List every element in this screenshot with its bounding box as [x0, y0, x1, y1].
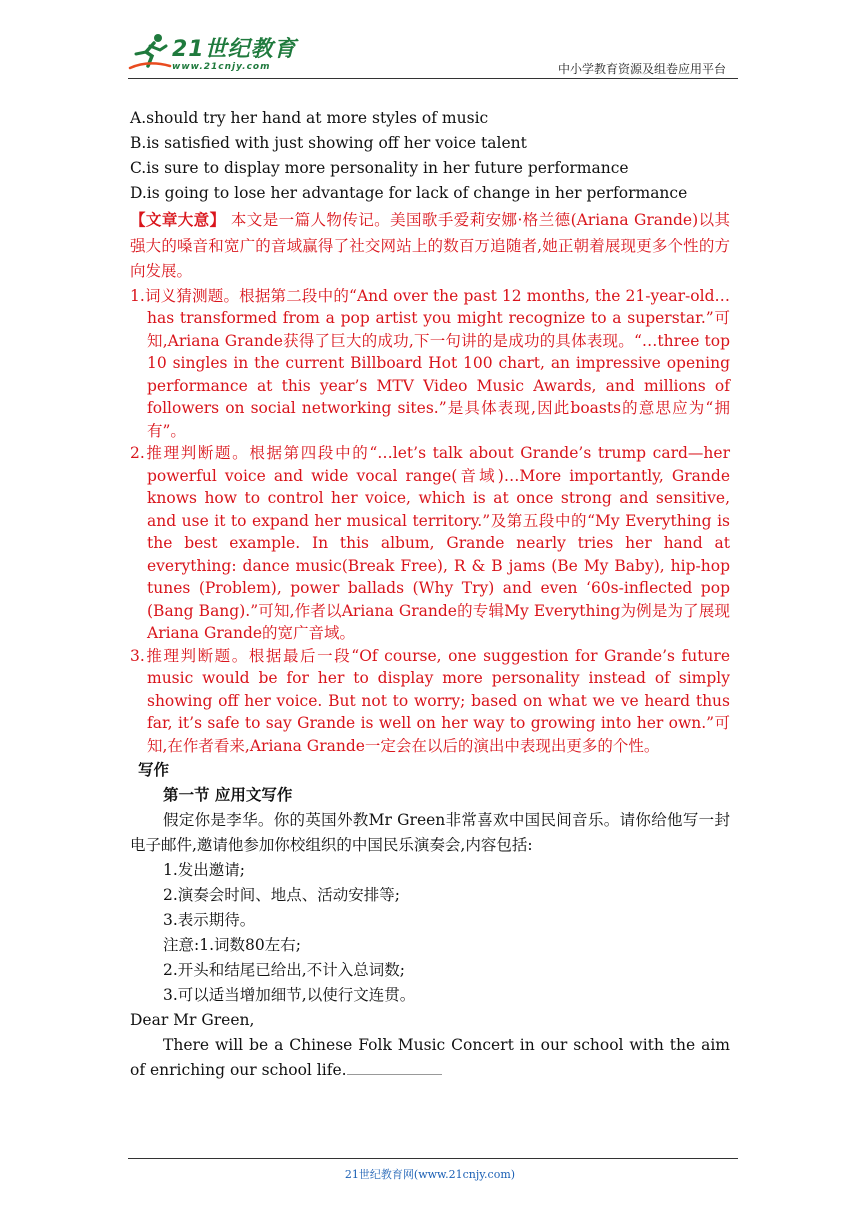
option-a: A.should try her hand at more styles of music — [130, 109, 489, 127]
answer-blank[interactable] — [347, 1060, 442, 1075]
summary-text: 本文是一篇人物传记。美国歌手爱莉安娜·格兰德(Ariana Grande)以其强大的嗓音和宽广的音域赢得了社交网站上的数百万追随者,她正朝着展现更多个性的方向发展。 — [130, 211, 730, 280]
letter-opening — [130, 1033, 730, 1083]
option-b: B.is satisfied with just showing off her voice talent — [130, 134, 527, 152]
explanation-2: 2.推理判断题。根据第四段中的“…let’s talk about Grande’s trump card—her powerful voice and wide vocal range(音域)…More importantly, Grande knows how to control her voice, which is at once strong and sensitive, and use it to expand her musical territory.”及第五段中的“My Everything is the best example. In this album, Grande nearly tries her hand at everything: dance music(Break Free), R & B jams (Be My Baby), hip-hop tunes (Problem), power ballads (Why Try) and even ‘60s-inflected pop (Bang Bang).”可知,作者以Ariana Grande的专辑My Everything为例是为了展现Ariana Grande的宽广音域。 — [130, 444, 730, 642]
point-3: 3.表示期待。 — [163, 911, 256, 929]
document-body — [130, 106, 730, 1083]
option-d: D.is going to lose her advantage for lack of change in her performance — [130, 184, 688, 202]
point-2: 2.演奏会时间、地点、活动安排等; — [163, 886, 401, 904]
page-footer: 21世纪教育网(www.21cnjy.com) — [344, 1168, 516, 1181]
subsection-title: 第一节 应用文写作 — [163, 786, 293, 804]
note-3: 3.可以适当增加细节,以使行文连贯。 — [163, 986, 416, 1004]
page-header — [128, 30, 738, 80]
logo-text: 21世纪教育 — [172, 37, 297, 62]
point-1: 1.发出邀请; — [163, 861, 246, 879]
summary-label: 【文章大意】 — [130, 210, 226, 229]
logo-url: www.21cnjy.com — [172, 62, 271, 72]
section-title: 写作 — [138, 761, 170, 779]
header-divider — [128, 78, 738, 79]
opening-text: There will be a Chinese Folk Music Concert in our school with the aim of enriching our school life. — [130, 1036, 730, 1079]
runner-logo-icon — [128, 32, 172, 72]
explanation-1: 1.词义猜测题。根据第二段中的“And over the past 12 months, the 21-year-old…has transformed from a pop artist you might recognize to a superstar.”可知,Ariana Grande获得了巨大的成功,下一句讲的是成功的具体表现。“…three top 10 singles in the current Billboard Hot 100 chart, an impressive opening performance at this year’s MTV Video Music Awards, and millions of followers on social networking sites.”是具体表现,因此boasts的意思应为“拥有”。 — [130, 286, 730, 440]
article-summary — [130, 207, 730, 285]
platform-name: 中小学教育资源及组卷应用平台 — [557, 62, 726, 76]
site-logo — [128, 30, 298, 76]
option-c: C.is sure to display more personality in her future performance — [130, 159, 629, 177]
note-1: 注意:1.词数80左右; — [163, 936, 301, 954]
salutation: Dear Mr Green, — [130, 1011, 255, 1029]
note-2: 2.开头和结尾已给出,不计入总词数; — [163, 961, 405, 979]
footer-divider — [128, 1158, 738, 1159]
writing-prompt: 假定你是李华。你的英国外教Mr Green非常喜欢中国民间音乐。请你给他写一封电子邮件,邀请他参加你校组织的中国民乐演奏会,内容包括: — [130, 811, 730, 854]
explanation-3: 3.推理判断题。根据最后一段“Of course, one suggestion for Grande’s future music would be for her to display more personality instead of simply showing off her voice. But not to worry; based on what we ve heard thus far, it’s safe to say Grande is well on her way to growing into her own.”可知,在作者看来,Ariana Grande一定会在以后的演出中表现出更多的个性。 — [130, 646, 730, 755]
